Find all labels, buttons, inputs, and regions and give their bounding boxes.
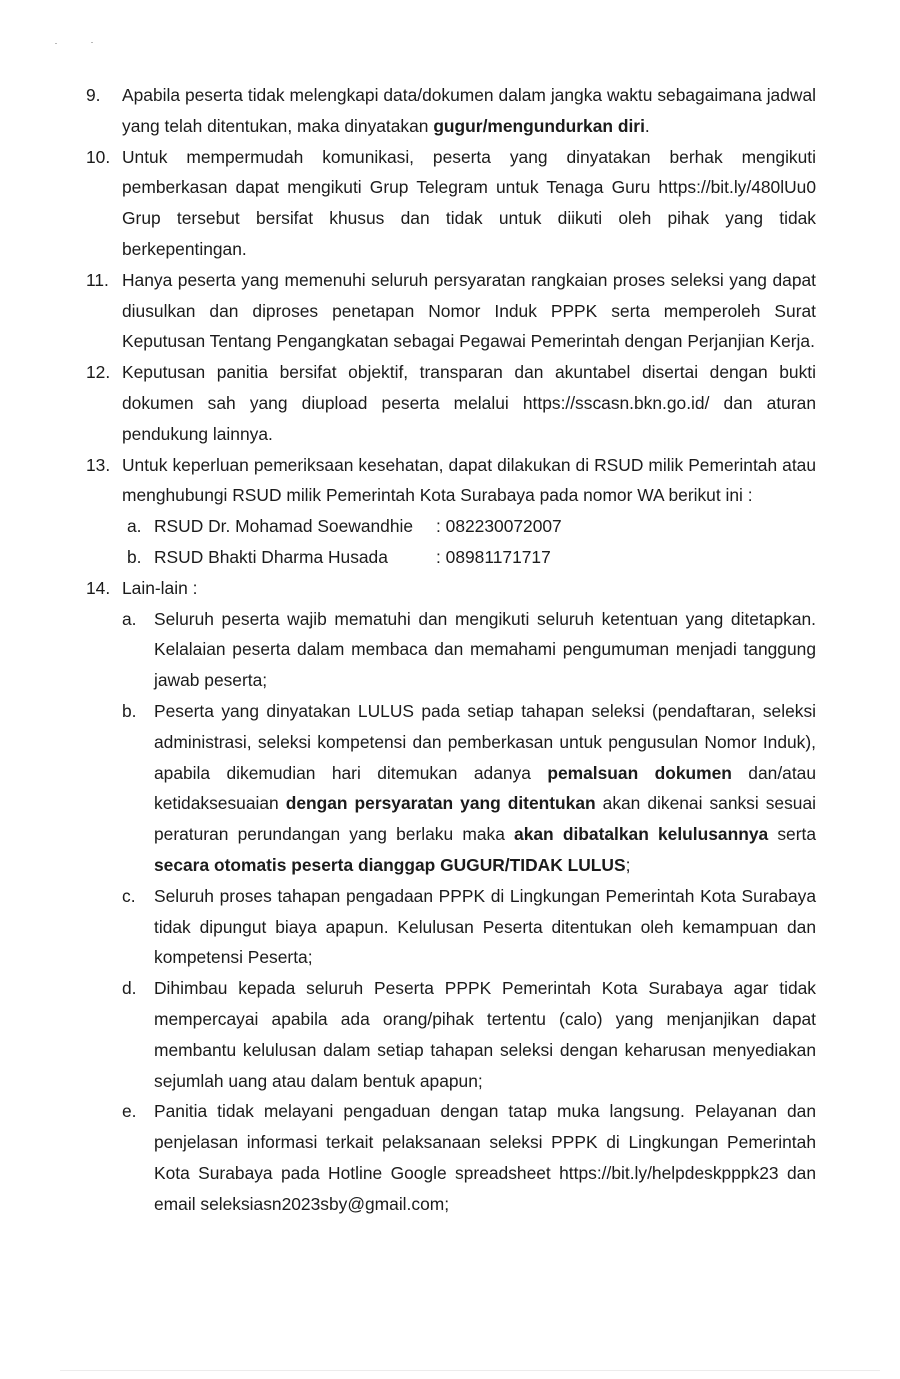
sub-item-text: Dihimbau kepada seluruh Peserta PPPK Pemerintah Kota Surabaya agar tidak mempercayai apabila ada orang/pihak tertentu (calo) yang menjanjikan dapat membantu kelulusan dalam setiap tahapan seleksi dengan keharusan menyediakan sejumlah uang atau dalam bentuk apapun;: [154, 978, 816, 1091]
sub-item-text: Peserta yang dinyatakan LULUS pada setiap tahapan seleksi (pendaftaran, seleksi administrasi, seleksi kompetensi dan pemberkasan untuk pengusulan Nomor Induk), apabila dikemudian hari ditemukan adanya pemalsuan dokumen dan/atau ketidaksesuaian dengan persyaratan yang ditentukan akan dikenai sanksi sesuai peraturan perundangan yang berlaku maka akan dibatalkan kelulusannya serta secara otomatis peserta dianggap GUGUR/TIDAK LULUS;: [154, 700, 817, 875]
sub-item-text: Seluruh peserta wajib mematuhi dan mengikuti seluruh ketentuan yang ditetapkan. Kelalaian peserta dalam membaca dan memahami pengumuman menjadi tanggung jawab peserta;: [154, 608, 816, 691]
sub-item-letter: d.: [122, 978, 137, 999]
contact-phone: : 08981171717: [436, 546, 551, 567]
item-text: Keputusan panitia bersifat objektif, transparan dan akuntabel disertai dengan bukti dokumen sah yang diupload peserta melalui https://sscasn.bkn.go.id/ dan aturan pendukung lainnya.: [122, 362, 816, 444]
item-number: 12.: [86, 362, 111, 383]
contact-row: [0, 511, 900, 542]
item-number: 11.: [86, 269, 109, 290]
item-number: 14.: [86, 577, 111, 598]
contact-row: [0, 542, 900, 573]
list-item-10: [0, 142, 900, 265]
scan-edge-line: [60, 1370, 880, 1371]
scan-speck: [91, 42, 93, 43]
list-item-14: [0, 573, 900, 604]
sub-item-text: Seluruh proses tahapan pengadaan PPPK di Lingkungan Pemerintah Kota Surabaya tidak dipungut biaya apapun. Kelulusan Peserta ditentukan oleh kemampuan dan kompetensi Peserta;: [154, 885, 816, 968]
sub-item-b: [0, 696, 900, 881]
item-text: Untuk mempermudah komunikasi, peserta yang dinyatakan berhak mengikuti pemberkasan dapat mengikuti Grup Telegram untuk Tenaga Guru https://bit.ly/480lUu0 Grup tersebut bersifat khusus dan tidak untuk diikuti oleh pihak yang tidak berkepentingan.: [122, 146, 816, 259]
numbered-list: [0, 80, 900, 1219]
sub-item-text: Panitia tidak melayani pengaduan dengan tatap muka langsung. Pelayanan dan penjelasan informasi terkait pelaksanaan seleksi PPPK di Lingkungan Pemerintah Kota Surabaya pada Hotline Google spreadsheet https://bit.ly/helpdeskpppk23 dan email seleksiasn2023sby@gmail.com;: [154, 1101, 816, 1214]
sub-item-d: [0, 973, 900, 1096]
contact-phone: : 082230072007: [436, 516, 562, 537]
sub-item-letter: b.: [122, 700, 137, 721]
sub-item-letter: e.: [122, 1101, 137, 1122]
sub-item-letter: c.: [122, 885, 136, 906]
item-number: 10.: [86, 146, 111, 167]
list-item-12: [0, 357, 900, 449]
contact-letter: a.: [127, 516, 142, 537]
sub-item-c: [0, 881, 900, 973]
item-text: Hanya peserta yang memenuhi seluruh persyaratan rangkaian proses seleksi yang dapat diusulkan dan diproses penetapan Nomor Induk PPPK serta memperoleh Surat Keputusan Tentang Pengangkatan sebagai Pegawai Pemerintah dengan Perjanjian Kerja.: [122, 269, 816, 352]
list-item-13: [0, 450, 900, 512]
item-number: 9.: [86, 85, 101, 105]
sub-item-e: [0, 1096, 900, 1219]
sub-item-letter: a.: [122, 608, 137, 629]
item-text: Lain-lain :: [122, 577, 198, 598]
item-text: Untuk keperluan pemeriksaan kesehatan, dapat dilakukan di RSUD milik Pemerintah atau menghubungi RSUD milik Pemerintah Kota Surabaya pada nomor WA berikut ini :: [122, 454, 816, 506]
list-item-9: [0, 80, 900, 142]
item-text: Apabila peserta tidak melengkapi data/dokumen dalam jangka waktu sebagaimana jadwal yang telah ditentukan, maka dinyatakan gugur/mengundurkan diri.: [122, 85, 816, 136]
contact-letter: b.: [127, 546, 142, 567]
item-number: 13.: [86, 454, 111, 475]
contact-name: RSUD Dr. Mohamad Soewandhie: [154, 516, 414, 537]
contact-name: RSUD Bhakti Dharma Husada: [154, 546, 388, 567]
scan-speck: [55, 43, 57, 44]
list-item-11: [0, 265, 900, 357]
sub-item-a: [0, 604, 900, 696]
